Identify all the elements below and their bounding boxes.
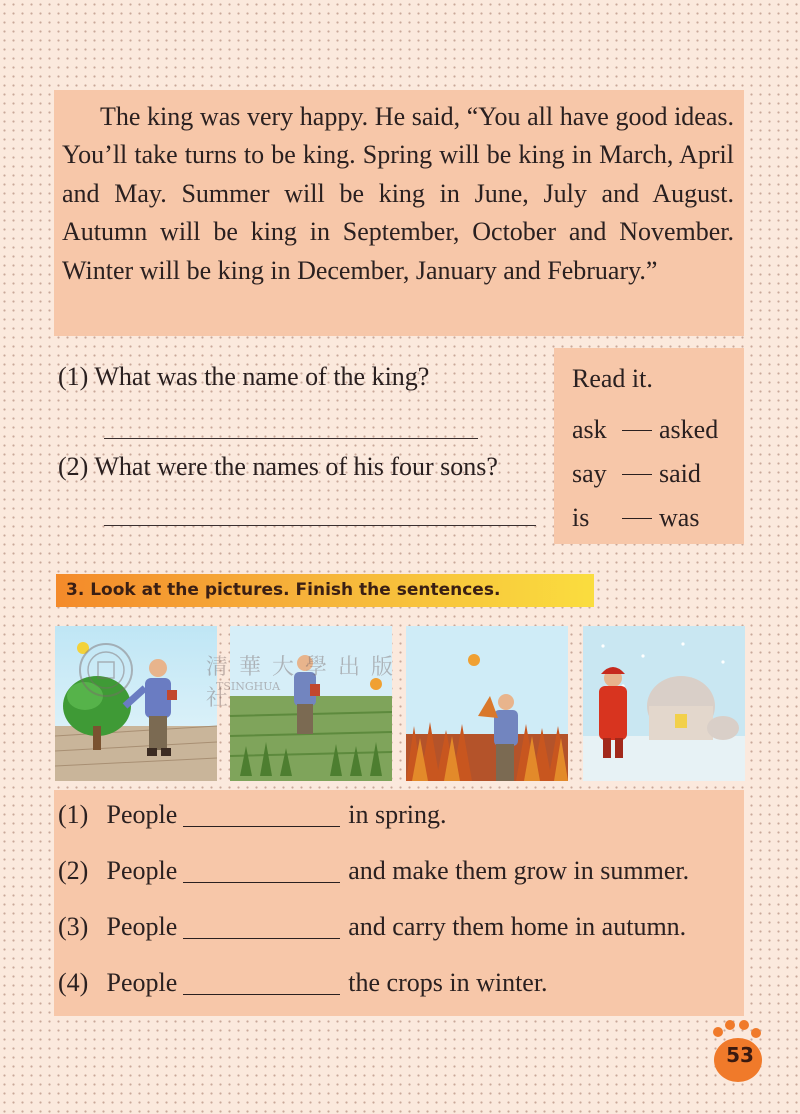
sentence-start: People	[106, 968, 178, 997]
farmer-harvesting-crops-picture	[406, 626, 568, 781]
sentence-number: (2)	[58, 856, 89, 885]
sentence-4	[58, 968, 548, 1008]
verb-pair	[572, 452, 744, 496]
sentence-start: People	[106, 800, 178, 829]
verb-past: said	[659, 459, 701, 488]
answer-blank[interactable]	[183, 882, 340, 883]
verb-base: say	[572, 459, 607, 488]
farmer-planting-tree-picture	[55, 626, 217, 781]
verb-past: was	[659, 503, 700, 532]
sentence-number: (4)	[58, 968, 89, 997]
sentence-1	[58, 800, 447, 840]
exercise-heading: 3. Look at the pictures. Finish the sentences.	[56, 574, 594, 607]
sentence-2	[58, 856, 689, 896]
dash-icon	[622, 518, 652, 519]
question-number: (2)	[58, 452, 89, 481]
question-number: (1)	[58, 362, 89, 391]
watermark-latin: TSINGHUA	[216, 680, 281, 693]
story-box	[54, 90, 744, 336]
farmer-in-green-field-picture	[230, 626, 392, 781]
verb-pair	[572, 496, 744, 540]
dash-icon	[622, 430, 652, 431]
sentence-end: in spring.	[348, 800, 447, 829]
read-it-title: Read it.	[572, 364, 653, 393]
read-it-box	[554, 348, 744, 544]
answer-blank[interactable]	[183, 994, 340, 995]
sentence-end: the crops in winter.	[348, 968, 548, 997]
sentence-end: and make them grow in summer.	[348, 856, 690, 885]
answer-line-2[interactable]	[104, 525, 536, 526]
verb-base: ask	[572, 415, 607, 444]
question-text: What was the name of the king?	[94, 362, 430, 391]
question-1	[58, 362, 429, 392]
page-number: 53	[726, 1043, 754, 1067]
question-2	[58, 452, 498, 482]
sentence-number: (1)	[58, 800, 89, 829]
sentence-number: (3)	[58, 912, 89, 941]
sentence-3	[58, 912, 686, 952]
sentence-end: and carry them home in autumn.	[348, 912, 687, 941]
story-paragraph: The king was very happy. He said, “You all have good ideas. You’ll take turns to be king. Spring will be king in March, April and May. Summer will be king in June, July and August. Autumn will be king in September, October and November. Winter will be king in December, January and February.”	[62, 102, 734, 285]
question-text: What were the names of his four sons?	[94, 452, 498, 481]
answer-blank[interactable]	[183, 826, 340, 827]
watermark-text: 清 華 大 學 出 版 社	[206, 655, 395, 711]
sentence-start: People	[106, 912, 178, 941]
verb-past: asked	[659, 415, 719, 444]
person-in-snow-picture	[583, 626, 745, 781]
answer-line-1[interactable]	[104, 438, 478, 439]
sentence-start: People	[106, 856, 178, 885]
answer-blank[interactable]	[183, 938, 340, 939]
dash-icon	[622, 474, 652, 475]
sentences-box	[54, 790, 744, 1016]
verb-base: is	[572, 503, 590, 532]
verb-pair	[572, 408, 744, 452]
